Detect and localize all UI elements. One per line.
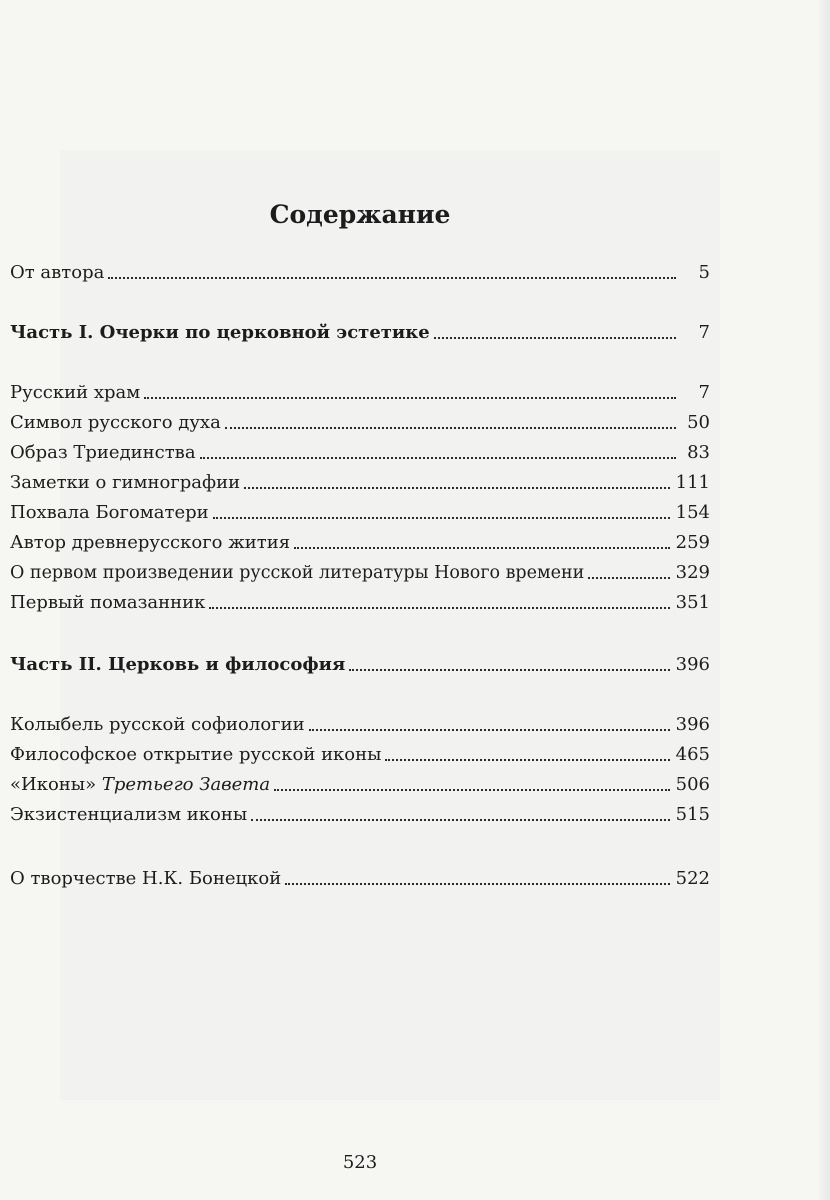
leader-dots	[225, 427, 676, 429]
toc-entry-label: Символ русского духа	[10, 412, 221, 433]
toc-entry-anointed[interactable]	[10, 586, 710, 614]
bleed-through-background	[60, 150, 720, 1100]
leader-dots	[251, 819, 669, 821]
leader-dots	[200, 457, 676, 459]
toc-entry-page: 5	[698, 262, 710, 283]
leader-dots	[274, 789, 670, 791]
toc-entry-label: Экзистенциализм иконы	[10, 804, 248, 825]
toc-entry-page: 465	[675, 744, 710, 765]
toc-entry-label	[10, 774, 274, 796]
toc-entry-label: О творчестве Н.К. Бонецкой	[10, 868, 282, 889]
leader-dots	[434, 337, 676, 339]
page-edge	[816, 0, 830, 1200]
leader-dots	[349, 669, 669, 671]
page-number: 523	[342, 1152, 378, 1173]
toc-entry-russian-temple[interactable]	[10, 376, 710, 404]
toc-entry-page: 506	[675, 774, 710, 795]
toc-entry-label: Похвала Богоматери	[10, 502, 209, 523]
toc-entry-page: 7	[698, 322, 710, 343]
toc-entry-page: 259	[675, 532, 710, 553]
leader-dots	[385, 759, 669, 761]
toc-entry-label-italic: Третьего Завета	[101, 774, 271, 795]
toc-part-label: Часть I. Очерки по церковной эстетике	[10, 322, 430, 343]
leader-dots	[209, 607, 669, 609]
toc-entry-third-testament[interactable]	[10, 768, 710, 796]
toc-entry-icon-discovery[interactable]	[10, 738, 710, 766]
leader-dots	[588, 577, 669, 579]
toc-entry-page: 522	[675, 868, 710, 889]
toc-entry-existentialism[interactable]	[10, 798, 710, 826]
leader-dots	[285, 883, 669, 885]
toc-entry-first-work[interactable]	[10, 556, 710, 584]
toc-part-1[interactable]	[10, 316, 710, 344]
toc-entry-hymnography[interactable]	[10, 466, 710, 494]
toc-entry-bonetskaya[interactable]	[10, 862, 710, 890]
toc-entry-label: Колыбель русской софиологии	[10, 714, 305, 735]
toc-entry-symbol[interactable]	[10, 406, 710, 434]
leader-dots	[309, 729, 670, 731]
toc-entry-page: 83	[687, 442, 710, 463]
leader-dots	[294, 547, 670, 549]
toc-entry-page: 396	[675, 714, 710, 735]
toc-entry-label: Первый помазанник	[10, 592, 206, 613]
toc-entry-page: 396	[675, 654, 710, 675]
toc-entry-page: 50	[687, 412, 710, 433]
toc-entry-trinity[interactable]	[10, 436, 710, 464]
toc-entry-page: 111	[675, 472, 710, 493]
leader-dots	[213, 517, 670, 519]
toc-part-2[interactable]	[10, 648, 710, 676]
toc-entry-page: 515	[675, 804, 710, 825]
page-title: Содержание	[269, 200, 451, 229]
toc-entry-label: Философское открытие русской иконы	[10, 744, 382, 765]
toc-entry-label-quoted: «Иконы»	[10, 774, 97, 795]
toc-entry-sophiology[interactable]	[10, 708, 710, 736]
leader-dots	[244, 487, 670, 489]
toc-entry-label: От автора	[10, 262, 105, 283]
toc-part-label: Часть II. Церковь и философия	[10, 654, 346, 675]
toc-entry-from-author[interactable]	[10, 256, 710, 284]
toc-entry-label: Автор древнерусского жития	[10, 532, 291, 553]
toc-entry-label: Образ Триединства	[10, 442, 196, 463]
toc-entry-page: 154	[675, 502, 710, 523]
toc-entry-page: 351	[675, 592, 710, 613]
toc-entry-page: 7	[698, 382, 710, 403]
toc-entry-hagiography[interactable]	[10, 526, 710, 554]
toc-entry-praise[interactable]	[10, 496, 710, 524]
leader-dots	[108, 277, 676, 279]
leader-dots	[144, 397, 676, 399]
toc-entry-label: О первом произведении русской литературы Нового времени	[10, 563, 585, 583]
toc-entry-label: Заметки о гимнографии	[10, 472, 241, 493]
toc-entry-label: Русский храм	[10, 382, 141, 403]
toc-entry-page: 329	[675, 562, 710, 583]
